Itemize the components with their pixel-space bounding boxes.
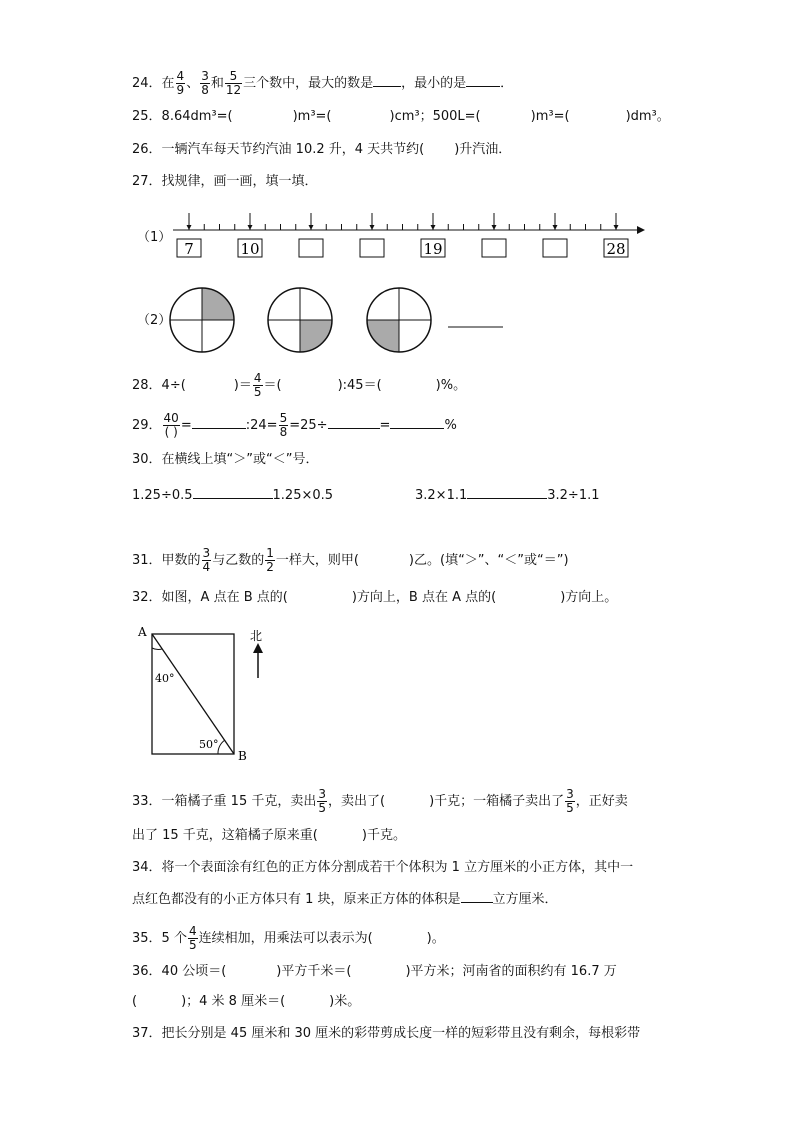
number-box	[360, 239, 384, 257]
part-1-label: （1）	[137, 230, 172, 245]
tick-arrowhead	[431, 225, 436, 230]
question-27-title: 27．找规律，画一画，填一填．	[132, 174, 318, 189]
fraction: $\frac{5}{12}$	[225, 69, 242, 97]
fraction: $\frac{5}{8}$	[279, 411, 288, 439]
fraction: $\frac{1}{2}$	[266, 546, 274, 574]
tick-arrowhead	[370, 225, 375, 230]
question-26: 26．一辆汽车每天节约汽油 10.2 升，4 天共节约( )升汽油．	[132, 142, 512, 157]
circle-pattern	[165, 283, 515, 359]
fraction: $\frac{4}{5}$	[188, 924, 197, 952]
number-box-value: 19	[423, 240, 443, 258]
answer-blank[interactable]	[328, 414, 380, 429]
question-25: 25．8.64dm³=( )m³=( )cm³；500L=( )m³=( )dm³。	[132, 109, 670, 124]
question-35: 35．5 个 $\frac{4}{5}$ 连续相加，用乘法可以表示为( )。	[132, 924, 445, 952]
fraction: $\frac{3}{5}$	[566, 787, 574, 815]
question-34-line1: 34．将一个表面涂有红色的正方体分割成若干个体积为 1 立方厘米的小正方体，其中一	[132, 860, 634, 875]
answer-blank[interactable]	[466, 72, 500, 87]
fraction: $\frac{3}{8}$	[201, 69, 209, 97]
question-30: 30．在横线上填“＞”或“＜”号．	[132, 452, 319, 467]
question-32: 32．如图，A 点在 B 点的( )方向上，B 点在 A 点的( )方向上。	[132, 590, 618, 605]
question-37-line1: 37．把长分别是 45 厘米和 30 厘米的彩带剪成长度一样的短彩带且没有剩余，每根彩带	[132, 1026, 641, 1041]
tick-arrowhead	[187, 225, 192, 230]
fraction: $\frac{40}{( )}$	[163, 411, 179, 439]
number-box	[482, 239, 506, 257]
circle-3	[367, 288, 431, 352]
number-box	[299, 239, 323, 257]
question-28: 28．4÷( )＝ $\frac{4}{5}$ ＝( ):45＝( )%。	[132, 371, 467, 399]
fraction: $\frac{3}{5}$	[318, 787, 326, 815]
question-33-line2: 出了 15 千克，这箱橘子原来重( )千克。	[132, 828, 406, 843]
answer-blank[interactable]	[373, 72, 401, 87]
direction-diagram	[132, 622, 282, 762]
number-line	[165, 205, 645, 265]
answer-blank[interactable]	[461, 888, 493, 903]
north-arrowhead	[253, 643, 263, 653]
circle-2	[268, 288, 332, 352]
answer-blank[interactable]	[390, 414, 444, 429]
tick-arrowhead	[248, 225, 253, 230]
answer-blank[interactable]	[192, 414, 246, 429]
tick-arrowhead	[553, 225, 558, 230]
number-box	[543, 239, 567, 257]
tick-arrowhead	[614, 225, 619, 230]
question-29: 29． $\frac{40}{( )}$ = :24= $\frac{5}{8}$ =25÷ = %	[132, 411, 457, 439]
question-31: 31．甲数的 $\frac{3}{4}$ 与乙数的 $\frac{1}{2}$ 一样大，则甲( )乙。(填“＞”、“＜”或“＝”)	[132, 546, 569, 574]
question-34-line2: 点红色都没有的小正方体只有 1 块，原来正方体的体积是 立方厘米．	[132, 888, 558, 910]
question-36-line1: 36．40 公顷＝( )平方千米＝( )平方米；河南省的面积约有 16.7 万	[132, 964, 617, 979]
tick-arrowhead	[309, 225, 314, 230]
answer-blank[interactable]	[467, 484, 547, 499]
fraction: $\frac{4}{9}$	[176, 69, 185, 97]
compare-right: 3.2×1.1 3.2÷1.1	[415, 484, 600, 506]
question-24: 24．在 $\frac{4}{9}$ 、 $\frac{3}{8}$ 和 $\frac{5}{12}$ 三个数中，最大的数是 ，最小的是 ．	[132, 69, 514, 97]
answer-blank[interactable]	[193, 484, 273, 499]
circle-1	[170, 288, 234, 352]
question-33-line1: 33．一箱橘子重 15 千克，卖出 $\frac{3}{5}$ ，卖出了( )千克；一箱橘子卖出了 $\frac{3}{5}$ ，正好卖	[132, 787, 628, 815]
question-36-line2: ( )；4 米 8 厘米＝( )米。	[132, 994, 361, 1009]
north-label: 北	[250, 629, 263, 643]
angle-40-label: 40°	[155, 672, 175, 685]
number-box-value: 10	[240, 240, 260, 258]
fraction: $\frac{4}{5}$	[253, 371, 262, 399]
number-box-value: 28	[606, 240, 626, 258]
point-a-label: A	[138, 625, 147, 639]
number-box-value: 7	[184, 240, 194, 258]
angle-50-label: 50°	[199, 738, 219, 751]
tick-arrowhead	[492, 225, 497, 230]
compare-left: 1.25÷0.5 1.25×0.5	[132, 484, 333, 506]
part-2-label: （2）	[137, 313, 172, 328]
point-b-label: B	[238, 749, 247, 762]
fraction: $\frac{3}{4}$	[202, 546, 211, 574]
